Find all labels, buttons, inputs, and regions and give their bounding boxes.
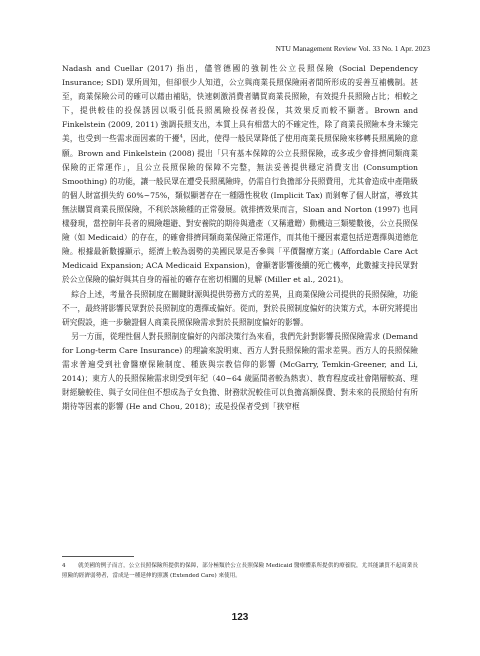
running-header: NTU Management Review Vol. 33 No. 1 Apr. 2023 [275,44,430,53]
page-number: 123 [231,612,249,623]
main-text [62,62,418,414]
footnote-divider [62,556,134,557]
footnote-number: 4 [62,563,66,569]
footnote-text: 就美國的例子而言，公立長照保險所提供的保障，部分極類於公立長照保險 Medicaid 醫療體系所提供的療養院，尤其能讓買不起商業長照險的經濟弱勢者，當成是一種延伸的照護 (Extended Care) 來使用。 [62,563,418,579]
paragraph-2: 綜合上述，考量各長照制度在關鍵財源與提供勞務方式的差異，且商業保險公司提供的長照保險，功能不一，最終將影響民眾對於長照制度的選擇或偏好。從而，對於長照制度偏好的決策方式，本研究將提出研究假設，進一步驗證個人商業長照保險需求對於長照制度偏好的影響。 [62,289,418,327]
paragraph-1-part-a: Nadash and Cuellar (2017) 指出，儘管德國的強制性公立長照保險 (Social Dependency Insurance; SDI) 眾所周知，但卻很少人知道，公立與商業長照保險兩者間所形成的妥善互補機制。甚至，商業保險公司的確可以藉由補貼，快速刺激消費者購買商業長照險，有效提升長照險占比；相較之下，提供較佳的投保誘因以吸引低長照風險投保者投保，其效果反而較不顯著。Brown and Finkelstein (2009, 2011) 強調長照支出，本質上具有相當大的不確定性，除了商業長照險本身未臻完美，也受到一些需求面因素的干擾 [62,64,418,144]
footnote [62,562,418,581]
paragraph-1 [62,62,418,288]
paragraph-3: 另一方面，從理性個人對長照制度偏好的內部決策行為來看，我們先針對影響長照保險需求 (Demand for Long-term Care Insurance) 的理論來說明東、西方人對長照保險的需求差異。西方人的長照保險需求普遍受到社會醫療保險制度、種族與宗教信仰的影響 (McGarry, Temkin-Greener, and Li, 2014)；東方人的長照保險需求則受到年紀（40~64 歲區間者較為熱衷）、教育程度或社會階層較高、理財經驗較佳、與子女同住但不想成為子女負擔、財務狀況較佳可以負擔高額保費、對未來的長照給付有所期待等因素的影響 (He and Chou, 2018)；或是投保者受到「狹窄框 [62,331,418,412]
paragraph-1-part-b: ，因此，使得一般民眾降低了使用商業長照保險來移轉長照風險的意願。Brown and Finkelstein (2008) 提出「只有基本保障的公立長照保險，或多或少會排擠同類商業保險的正常運作」，且公立長照保險的保障不完整，無法妥善提供穩定消費支出 (Consumption Smoothing) 的功能，讓一般民眾在遭受長照風險時，仍需自行負擔部分長照費用，尤其會造成中產階級的個人財富損失約 60%~75%，類似顯著存在一種隱性稅收 (Implicit Tax) 而剝奪了個人財富，導致其無法購買商業長照保險，不利於該險種的正常發展。就排擠效果而言，Sloan and Norton (1997) 也同樣發現，當控制年長者的風險趨避、對安養院的期待與遺產（又稱遺贈）動機這三類變數後，公立長照保險（如 Medicaid）的存在，的確會排擠同類商業保險正常運作，而其他干擾因素還包括逆選擇與道德危險。根據最新數據顯示，經濟上較為弱勢的美國民眾是否參與「平價醫療方案」(Affordable Care Act Medicaid Expansion; ACA Medicaid Expansion)，會顯著影響後續的死亡機率，此數據支持民眾對於公立保險的偏好與其自身的福祉的確存在密切相關的見解 (Miller et al., 2021)。 [62,134,418,285]
footnote-reference[interactable]: 4 [179,133,183,140]
